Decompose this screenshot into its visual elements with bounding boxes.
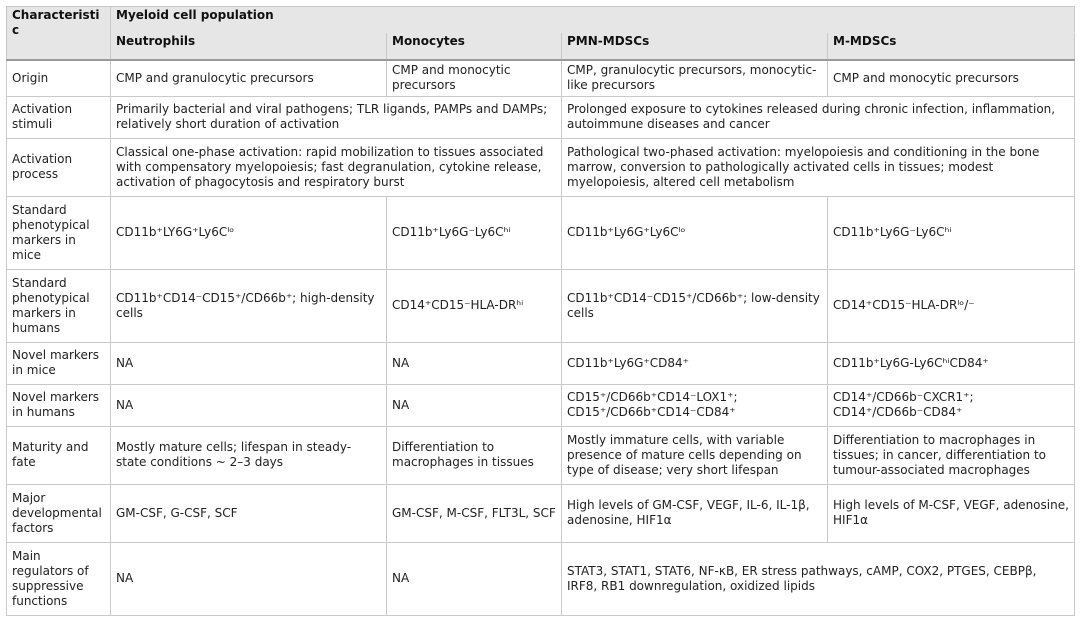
table-cell: Differentiation to macrophages in tissues; in cancer, differentiation to tumour-associated macrophages	[828, 426, 1075, 484]
table-cell: CD11b⁺LY6G⁺Ly6Cˡᵒ	[111, 196, 387, 269]
table-cell: GM-CSF, G-CSF, SCF	[111, 484, 387, 542]
table-cell: CMP, granulocytic precursors, monocytic-like precursors	[562, 60, 828, 96]
table-cell: CD11b⁺Ly6G⁺Ly6Cˡᵒ	[562, 196, 828, 269]
table-cell: CD11b⁺Ly6G⁻Ly6Cʰⁱ	[828, 196, 1075, 269]
row-label: Maturity and fate	[7, 426, 111, 484]
table-cell: GM-CSF, M-CSF, FLT3L, SCF	[387, 484, 562, 542]
table-cell: CD11b⁺CD14⁻CD15⁺/CD66b⁺; low-density cells	[562, 269, 828, 342]
table-row	[7, 60, 1075, 96]
header-characteristic: Characteristic	[7, 7, 111, 61]
table-cell: CMP and granulocytic precursors	[111, 60, 387, 96]
table-cell: Classical one-phase activation: rapid mobilization to tissues associated with compensatory myelopoiesis; fast degranulation, cytokine release, activation of phagocytosis and respiratory burst	[111, 138, 562, 196]
column-header: PMN-MDSCs	[562, 33, 828, 61]
table-cell: High levels of M-CSF, VEGF, adenosine, HIF1α	[828, 484, 1075, 542]
table-row	[7, 342, 1075, 384]
table-cell: Primarily bacterial and viral pathogens; TLR ligands, PAMPs and DAMPs; relatively short duration of activation	[111, 96, 562, 138]
table-cell: NA	[111, 384, 387, 426]
table-cell: CD14⁺/CD66b⁻CXCR1⁺; CD14⁺/CD66b⁻CD84⁺	[828, 384, 1075, 426]
table-row	[7, 196, 1075, 269]
table-cell: CD14⁺CD15⁻HLA-DRʰⁱ	[387, 269, 562, 342]
header-row-1	[7, 7, 1075, 33]
table-cell: NA	[387, 542, 562, 615]
row-label: Activation stimuli	[7, 96, 111, 138]
table-cell: NA	[387, 342, 562, 384]
table-cell: Prolonged exposure to cytokines released during chronic infection, inflammation, autoimmune diseases and cancer	[562, 96, 1075, 138]
table-cell: Mostly immature cells, with variable presence of mature cells depending on type of disease; very short lifespan	[562, 426, 828, 484]
table-cell: CD11b⁺Ly6G⁻Ly6Cʰⁱ	[387, 196, 562, 269]
myeloid-comparison-table	[6, 6, 1075, 616]
row-label: Origin	[7, 60, 111, 96]
table-cell: STAT3, STAT1, STAT6, NF-κB, ER stress pathways, cAMP, COX2, PTGES, CEBPβ, IRF8, RB1 downregulation, oxidized lipids	[562, 542, 1075, 615]
row-label: Activation process	[7, 138, 111, 196]
column-header: Neutrophils	[111, 33, 387, 61]
table-cell: CD11b⁺Ly6G-Ly6CʰⁱCD84⁺	[828, 342, 1075, 384]
table-row	[7, 269, 1075, 342]
row-label: Novel markers in mice	[7, 342, 111, 384]
table-cell: CD15⁺/CD66b⁺CD14⁻LOX1⁺; CD15⁺/CD66b⁺CD14⁻CD84⁺	[562, 384, 828, 426]
table-container	[6, 6, 1074, 622]
table-cell: Mostly mature cells; lifespan in steady-state conditions ~ 2–3 days	[111, 426, 387, 484]
table-row	[7, 138, 1075, 196]
table-cell: CMP and monocytic precursors	[828, 60, 1075, 96]
table-cell: Pathological two-phased activation: myelopoiesis and conditioning in the bone marrow, conversion to pathologically activated cells in tissues; modest myelopoiesis, altered cell metabolism	[562, 138, 1075, 196]
column-header: Monocytes	[387, 33, 562, 61]
row-label: Standard phenotypical markers in mice	[7, 196, 111, 269]
table-row	[7, 96, 1075, 138]
header-group: Myeloid cell population	[111, 7, 1075, 33]
table-cell: High levels of GM-CSF, VEGF, IL-6, IL-1β, adenosine, HIF1α	[562, 484, 828, 542]
table-cell: Differentiation to macrophages in tissues	[387, 426, 562, 484]
table-cell: CMP and monocytic precursors	[387, 60, 562, 96]
table-row	[7, 484, 1075, 542]
table-cell: NA	[111, 542, 387, 615]
header-row-2	[7, 33, 1075, 61]
table-cell: NA	[111, 342, 387, 384]
table-row	[7, 384, 1075, 426]
row-label: Novel markers in humans	[7, 384, 111, 426]
row-label: Standard phenotypical markers in humans	[7, 269, 111, 342]
table-row	[7, 426, 1075, 484]
table-cell: CD11b⁺Ly6G⁺CD84⁺	[562, 342, 828, 384]
row-label: Main regulators of suppressive functions	[7, 542, 111, 615]
table-row	[7, 542, 1075, 615]
column-header: M-MDSCs	[828, 33, 1075, 61]
row-label: Major developmental factors	[7, 484, 111, 542]
table-cell: CD11b⁺CD14⁻CD15⁺/CD66b⁺; high-density cells	[111, 269, 387, 342]
table-cell: NA	[387, 384, 562, 426]
table-cell: CD14⁺CD15⁻HLA-DRˡᵒ/⁻	[828, 269, 1075, 342]
